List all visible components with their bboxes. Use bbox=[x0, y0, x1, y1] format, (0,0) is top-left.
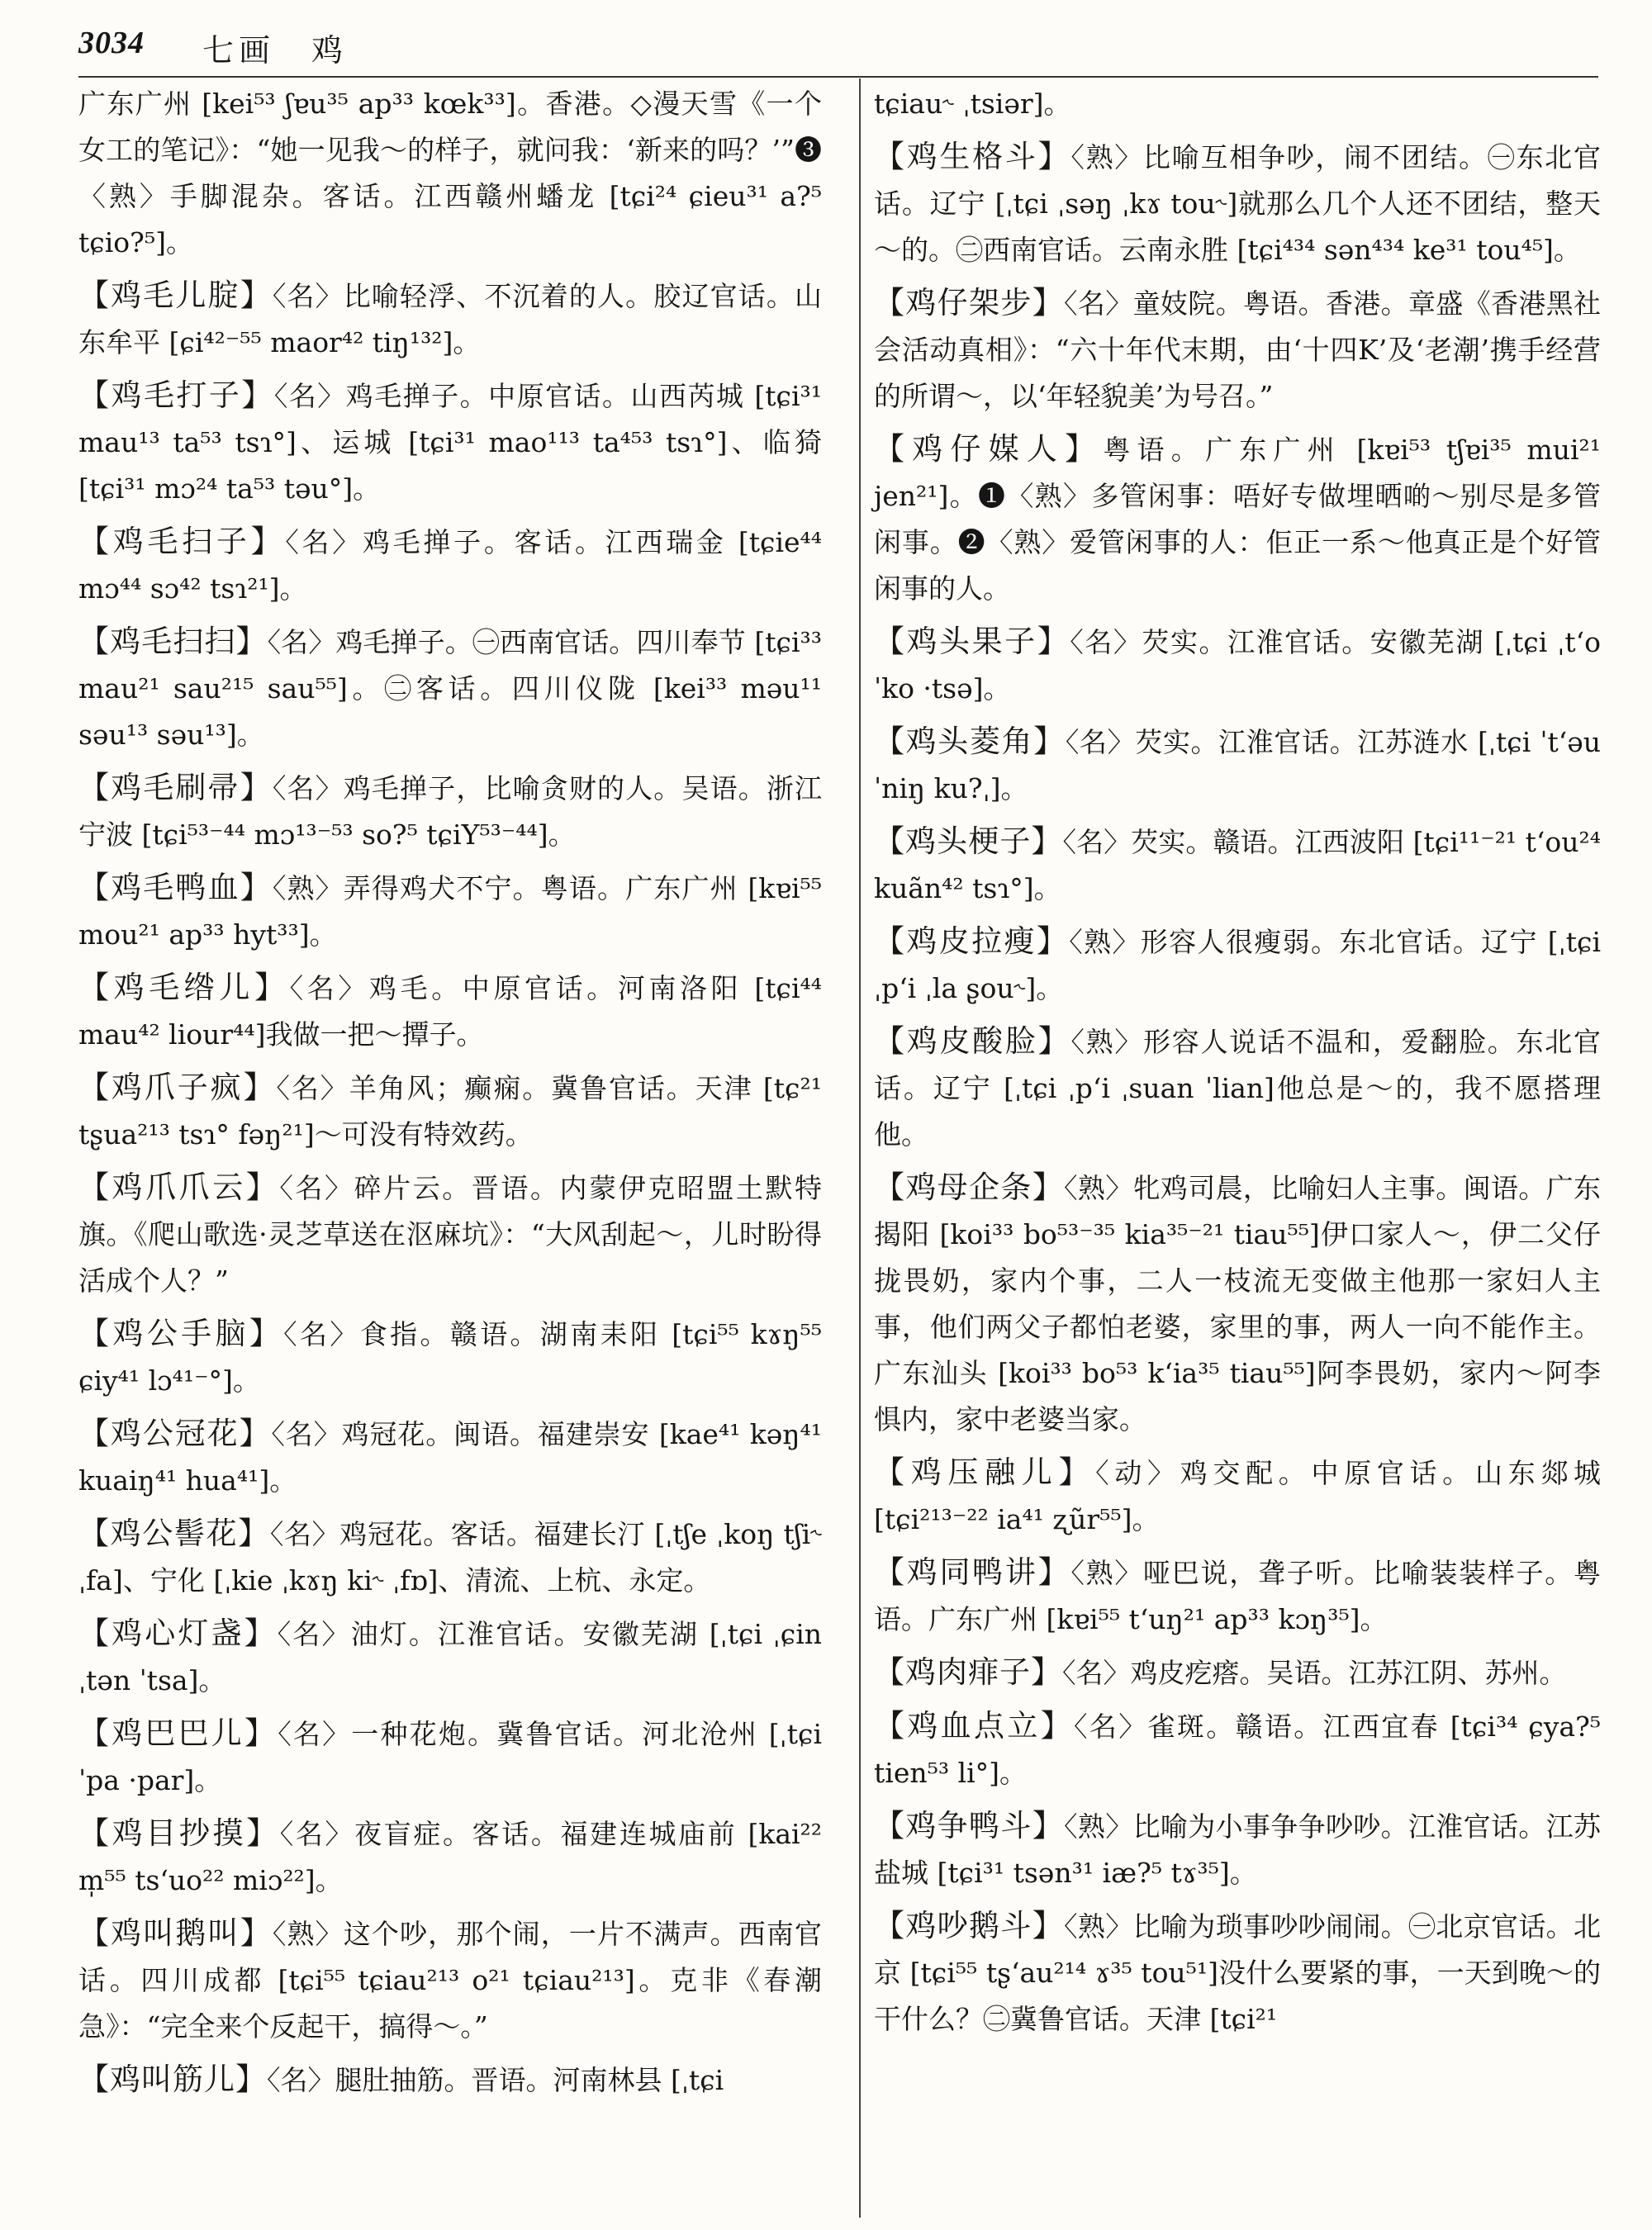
entry-headword: 【鸡毛绺儿】 bbox=[78, 970, 290, 1005]
entry-text: 〈熟〉比喻为琐事吵吵闹闹。㊀北京官话。北京 [tɕi⁵⁵ tʂʻau²¹⁴ ɤ³⁵ tou⁵¹]没什么要紧的事，一天到晚～的干什么？㊁冀鲁官话。天津 [tɕi²¹ bbox=[874, 1910, 1602, 2035]
entry-text: 粤语。广东广州 [kɐi⁵³ tʃɐi³⁵ mui²¹ jen²¹]。❶〈熟〉多管闲事：唔好专做埋晒啲～别尽是多管闲事。❷〈熟〉爱管闲事的人：佢正一系～他真正是个好管闲事的人。 bbox=[874, 434, 1601, 605]
entry-headword: 【鸡公髻花】 bbox=[78, 1516, 270, 1551]
entry-headword: 【鸡头梗子】 bbox=[874, 823, 1063, 859]
entry-headword: 【鸡巴巴儿】 bbox=[78, 1715, 278, 1751]
entry-text: 〈名〉鸡毛。中原官话。河南洛阳 [tɕi⁴⁴ mau⁴² liour⁴⁴]我做一把～撢子。 bbox=[78, 972, 823, 1051]
entry-headword: 【鸡皮酸脸】 bbox=[874, 1023, 1071, 1059]
entry-text: 〈名〉腿肚抽筋。晋语。河南林县 [ˌtɕi bbox=[267, 2064, 724, 2096]
entry-text: 〈名〉雀斑。赣语。江西宜春 [tɕi³⁴ ɕya?⁵ tien⁵³ li°]。 bbox=[874, 1710, 1601, 1789]
entry-headword: 【鸡公手脑】 bbox=[78, 1316, 284, 1351]
dictionary-entry bbox=[78, 1910, 822, 2050]
entry-headword: 【鸡公冠花】 bbox=[78, 1416, 272, 1451]
entry-headword: 【鸡仔架步】 bbox=[874, 285, 1065, 320]
entry-text: 〈名〉鸡毛掸子。客话。江西瑞金 [tɕie⁴⁴ mɔ⁴⁴ sɔ⁴² tsɿ²¹]。 bbox=[78, 526, 822, 605]
dictionary-entry bbox=[874, 1165, 1601, 1443]
dictionary-entry bbox=[874, 280, 1601, 420]
entry-headword: 【鸡同鸭讲】 bbox=[874, 1554, 1071, 1590]
column-divider bbox=[859, 78, 861, 2218]
entry-headword: 【鸡心灯盏】 bbox=[78, 1616, 278, 1651]
entry-text: 〈名〉鸡毛掸子，比喻贪财的人。吴语。浙江宁波 [tɕi⁵³⁻⁴⁴ mɔ¹³⁻⁵³ so?⁵ tɕiY⁵³⁻⁴⁴]。 bbox=[78, 772, 823, 851]
dictionary-entry bbox=[78, 765, 822, 858]
entry-headword: 【鸡肉痱子】 bbox=[874, 1654, 1062, 1690]
entry-text: 〈熟〉形容人说话不温和，爱翻脸。东北官话。辽宁 [ˌtɕi ˌpʻi ˌsuan ˈlian]他总是～的，我不愿搭理他。 bbox=[874, 1026, 1602, 1151]
left-column bbox=[78, 81, 822, 2110]
dictionary-entry bbox=[78, 619, 822, 758]
page-number: 3034 bbox=[78, 26, 145, 60]
dictionary-entry bbox=[874, 1549, 1601, 1643]
dictionary-entry bbox=[78, 1065, 822, 1158]
dictionary-entry bbox=[78, 1710, 822, 1804]
entry-headword: 【鸡头菱角】 bbox=[874, 724, 1066, 759]
dictionary-entry bbox=[874, 619, 1601, 712]
entry-headword: 【鸡毛儿腚】 bbox=[78, 278, 273, 313]
page-header bbox=[78, 18, 1598, 68]
entry-headword: 【鸡爪爪云】 bbox=[78, 1170, 280, 1205]
right-column bbox=[874, 81, 1601, 2049]
entry-text: 〈熟〉弄得鸡犬不宁。粤语。广东广州 [kɐi⁵⁵ mou²¹ ap³³ hyt³³]。 bbox=[78, 872, 822, 951]
entry-headword: 【鸡血点立】 bbox=[874, 1708, 1075, 1744]
entry-headword: 【鸡爪子疯】 bbox=[78, 1070, 277, 1105]
entry-text: 〈熟〉比喻为小事争争吵吵。江淮官话。江苏盐城 [tɕi³¹ tsən³¹ iæ?⁵ tɤ³⁵]。 bbox=[874, 1810, 1602, 1889]
entry-text: 〈名〉芡实。江淮官话。安徽芜湖 [ˌtɕi ˌtʻo ˈko ·tsə]。 bbox=[874, 626, 1601, 705]
entry-text: 〈名〉羊角风；癫痫。冀鲁官话。天津 [tɕ²¹ tʂua²¹³ tsɿ° fəŋ²¹]～可没有特效药。 bbox=[78, 1072, 822, 1151]
dictionary-entry bbox=[874, 719, 1601, 812]
dictionary-entry bbox=[874, 1903, 1601, 2043]
dictionary-entry bbox=[874, 1018, 1601, 1158]
dictionary-entry bbox=[78, 519, 822, 612]
entry-text: 〈名〉芡实。江淮官话。江苏涟水 [ˌtɕi ˈtʻəu ˈniŋ ku?ˌ]。 bbox=[874, 726, 1601, 804]
entry-headword: 【鸡叫筋儿】 bbox=[78, 2062, 267, 2097]
dictionary-entry bbox=[874, 818, 1601, 912]
entry-headword: 【鸡毛打子】 bbox=[78, 377, 274, 413]
running-head: 七画 鸡 bbox=[202, 32, 349, 69]
entry-text: 广东广州 [kei⁵³ ʃɐu³⁵ ap³³ kœk³³]。香港。◇漫天雪《一个女工的笔记》：“她一见我～的样子，就问我：‘新来的吗？’”❸〈熟〉手脚混杂。客话。江西赣州蟠龙 [tɕi²⁴ ɕieu³¹ a?⁵ tɕio?⁵]。 bbox=[78, 88, 822, 259]
entry-headword: 【鸡毛扫子】 bbox=[78, 524, 286, 559]
entry-headword: 【鸡仔媒人】 bbox=[874, 431, 1104, 467]
entry-text: 〈熟〉这个吵，那个闹，一片不满声。西南官话。四川成都 [tɕi⁵⁵ tɕiau²¹³ o²¹ tɕiau²¹³]。克非《春潮急》：“完全来个反起干，搞得～。” bbox=[78, 1918, 823, 2043]
entry-headword: 【鸡争鸭斗】 bbox=[874, 1808, 1065, 1843]
header-rule bbox=[78, 76, 1598, 78]
entry-text: 〈名〉鸡毛掸子。中原官话。山西芮城 [tɕi³¹ mau¹³ ta⁵³ tsɿ°]、运城 [tɕi³¹ mao¹¹³ ta⁴⁵³ tsɿ°]、临猗 [tɕi³¹ mɔ²⁴ ta⁵³ təu°]。 bbox=[78, 380, 822, 505]
entry-text: 〈名〉一种花炮。冀鲁官话。河北沧州 [ˌtɕi ˈpa ·par]。 bbox=[78, 1718, 823, 1796]
entry-text: 〈名〉比喻轻浮、不沉着的人。胶辽官话。山东牟平 [ɕi⁴²⁻⁵⁵ maor⁴² tiŋ¹³²]。 bbox=[78, 280, 823, 358]
entry-text: 〈名〉鸡毛掸子。㊀西南官话。四川奉节 [tɕi³³ mau²¹ sau²¹⁵ sau⁵⁵]。㊁客话。四川仪陇 [kei³³ məu¹¹ səu¹³ səu¹³]。 bbox=[78, 626, 823, 751]
entry-text: tɕiau˞ ˌtsiər]。 bbox=[874, 88, 1071, 120]
dictionary-entry bbox=[874, 1703, 1601, 1796]
dictionary-entry bbox=[78, 372, 822, 512]
dictionary-entry bbox=[874, 426, 1601, 612]
dictionary-entry bbox=[78, 1411, 822, 1504]
dictionary-entry bbox=[78, 1810, 822, 1904]
entry-headword: 【鸡目抄摸】 bbox=[78, 1815, 280, 1851]
entry-text: 〈名〉碎片云。晋语。内蒙伊克昭盟土默特旗。《爬山歌选·灵芝草送在沤麻坑》：“大风刮起～，儿时盼得活成个人？” bbox=[78, 1172, 822, 1297]
dictionary-entry bbox=[78, 1511, 822, 1604]
entry-headword: 【鸡吵鹅斗】 bbox=[874, 1908, 1065, 1943]
entry-text: 〈熟〉牝鸡司晨，比喻妇人主事。闽语。广东揭阳 [koi³³ bo⁵³⁻³⁵ kia³⁵⁻²¹ tiau⁵⁵]伊口家人～，伊二父仔拢畏奶，家内个事，二人一枝流无变做主他那一家妇人主事，他们两父子都怕老婆，家里的事，两人一向不能作主。广东汕头 [koi³³ bo⁵³ kʻia³⁵ tiau⁵⁵]阿李畏奶，家内～阿李惧内，家中老婆当家。 bbox=[874, 1172, 1602, 1435]
dictionary-entry bbox=[874, 1649, 1601, 1696]
entry-headword: 【鸡毛刷帚】 bbox=[78, 770, 273, 805]
dictionary-entry bbox=[78, 965, 822, 1058]
entry-headword: 【鸡毛鸭血】 bbox=[78, 870, 273, 905]
entry-headword: 【鸡母企条】 bbox=[874, 1170, 1065, 1205]
dictionary-entry bbox=[78, 2057, 822, 2104]
entry-text: 〈熟〉形容人很瘦弱。东北官话。辽宁 [ˌtɕi ˌpʻi ˌla ʂou˞]。 bbox=[874, 926, 1602, 1004]
dictionary-entry bbox=[78, 865, 822, 958]
entry-text: 〈名〉鸡冠花。客话。福建长汀 [ˌtʃe ˌkoŋ tʃi˞ ˌfa]、宁化 [ˌkie ˌkɤŋ ki˞ ˌfɒ]、清流、上杭、永定。 bbox=[78, 1518, 823, 1597]
dictionary-entry bbox=[78, 1165, 822, 1304]
dictionary-entry bbox=[78, 1311, 822, 1404]
entry-continuation bbox=[78, 81, 822, 266]
entry-headword: 【鸡头果子】 bbox=[874, 624, 1070, 659]
entry-text: 〈动〉鸡交配。中原官话。山东郯城 [tɕi²¹³⁻²² ia⁴¹ ʐũr⁵⁵]。 bbox=[874, 1457, 1602, 1535]
entry-text: 〈熟〉哑巴说，聋子听。比喻装装样子。粤语。广东广州 [kɐi⁵⁵ tʻuŋ²¹ ap³³ kɔŋ³⁵]。 bbox=[874, 1557, 1602, 1635]
dictionary-entry bbox=[78, 1611, 822, 1704]
entry-text: 〈名〉鸡冠花。闽语。福建崇安 [kae⁴¹ kəŋ⁴¹ kuaiŋ⁴¹ hua⁴¹]。 bbox=[78, 1418, 823, 1497]
entry-headword: 【鸡皮拉瘦】 bbox=[874, 923, 1070, 959]
entry-text: 〈名〉食指。赣语。湖南耒阳 [tɕi⁵⁵ kɤŋ⁵⁵ ɕiy⁴¹ lɔ⁴¹⁻°]。 bbox=[78, 1318, 823, 1397]
dictionary-entry bbox=[874, 134, 1601, 273]
entry-text: 〈熟〉比喻互相争吵，闹不团结。㊀东北官话。辽宁 [ˌtɕi ˌsəŋ ˌkɤ tou˞]就那么几个人还不团结，整天～的。㊁西南官话。云南永胜 [tɕi⁴³⁴ sən⁴³⁴ ke³¹ tou⁴⁵]。 bbox=[874, 141, 1602, 266]
entry-text: 〈名〉童妓院。粤语。香港。章盛《香港黑社会活动真相》：“六十年代末期，由‘十四K’及‘老潮’携手经营的所谓～，以‘年轻貌美’为号召。” bbox=[874, 287, 1602, 412]
entry-text: 〈名〉芡实。赣语。江西波阳 [tɕi¹¹⁻²¹ tʻou²⁴ kuãn⁴² tsɿ°]。 bbox=[874, 826, 1601, 904]
dictionary-entry bbox=[874, 1803, 1601, 1896]
entry-headword: 【鸡生格斗】 bbox=[874, 139, 1071, 174]
entry-headword: 【鸡叫鹅叫】 bbox=[78, 1915, 273, 1951]
entry-continuation bbox=[874, 81, 1601, 127]
entry-headword: 【鸡毛扫扫】 bbox=[78, 624, 268, 659]
dictionary-entry bbox=[874, 918, 1601, 1012]
dictionary-entry bbox=[874, 1450, 1601, 1543]
entry-text: 〈名〉夜盲症。客话。福建连城庙前 [kai²² m̩⁵⁵ tsʻuo²² miɔ²²]。 bbox=[78, 1818, 822, 1896]
entry-text: 〈名〉鸡皮疙瘩。吴语。江苏江阴、苏州。 bbox=[1062, 1657, 1567, 1689]
entry-headword: 【鸡压融儿】 bbox=[874, 1454, 1096, 1490]
entry-text: 〈名〉油灯。江淮官话。安徽芜湖 [ˌtɕi ˌɕin ˌtən ˈtsa]。 bbox=[78, 1618, 822, 1696]
dictionary-entry bbox=[78, 273, 822, 366]
